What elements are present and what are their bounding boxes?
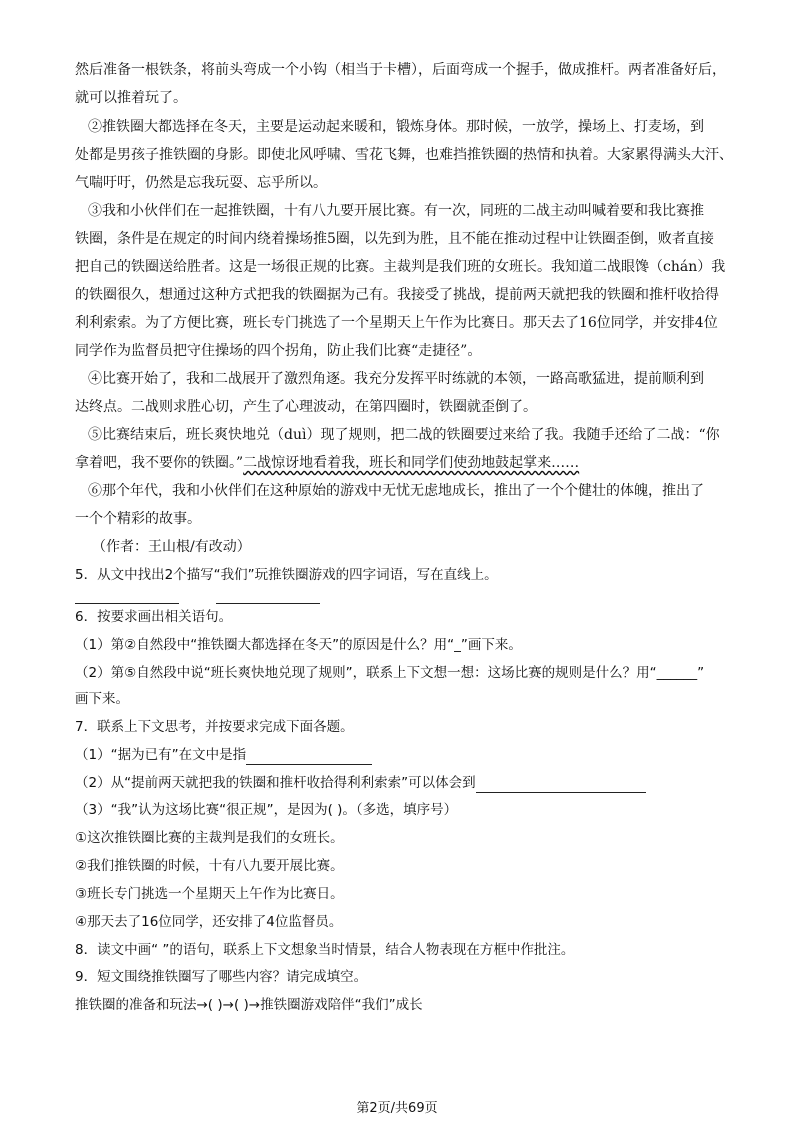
- passage-line: 就可以推着玩了。: [75, 90, 187, 106]
- author-note: （作者：王山根/有改动）: [92, 539, 251, 555]
- passage-line: 一个个精彩的故事。: [75, 511, 201, 527]
- answer-lines-q5: [75, 584, 320, 604]
- option-1: ①这次推铁圈比赛的主裁判是我们的女班长。: [75, 830, 344, 846]
- passage-line: 铁圈，条件是在规定的时间内绕着操场推5圈，以先到为胜，且不能在推动过程中让铁圈歪倒，败者直接: [75, 231, 714, 247]
- passage-line: ⑤比赛结束后，班长爽快地兑（duì）现了规则，把二战的铁圈要过来给了我。我随手还给了二战：“你: [88, 427, 720, 443]
- page-number: 第2页/共69页: [356, 1101, 438, 1116]
- passage-line: 然后准备一根铁条，将前头弯成一个小钩（相当于卡槽），后面弯成一个握手，做成推杆。两者准备好后，: [75, 62, 726, 78]
- passage-line: 达终点。二战则求胜心切，产生了心理波动，在第四圈时，铁圈就歪倒了。: [75, 399, 537, 415]
- option-2: ②我们推铁圈的时候，十有八九要开展比赛。: [75, 858, 344, 874]
- passage-text: 拿着吧，我不要你的铁圈。”: [75, 455, 244, 471]
- question-6-1: （1）第②自然段中“推铁圈大都选择在冬天”的原因是什么？用“_”画下来。: [75, 637, 522, 653]
- option-3: ③班长专门挑选一个星期天上午作为比赛日。: [75, 886, 344, 902]
- answer-line[interactable]: [216, 589, 320, 604]
- passage-line: ②推铁圈大都选择在冬天，主要是运动起来暖和，锻炼身体。那时候，一放学，操场上、打麦场，到: [88, 119, 704, 135]
- passage-line: 把自己的铁圈送给胜者。这是一场很正规的比赛。主裁判是我们班的女班长。我知道二战眼馋（chán）我: [75, 259, 726, 275]
- passage-line: 的铁圈很久，想通过这种方式把我的铁圈据为己有。我接受了挑战，提前两天就把我的铁圈和推杆收拾得: [75, 287, 719, 303]
- passage-line: ⑥那个年代，我和小伙伴们在这种原始的游戏中无忧无虑地成长，推出了一个个健壮的体魄，推出了: [88, 483, 704, 499]
- passage-line: 同学作为监督员把守住操场的四个拐角，防止我们比赛“走捷径”。: [75, 343, 482, 359]
- question-text: （2）从“提前两天就把我的铁圈和推杆收拾得利利索索”可以体会到: [75, 775, 476, 791]
- question-6-2: （2）第⑤自然段中说“班长爽快地兑现了规则”，联系上下文想一想：这场比赛的规则是什么？用“______”: [75, 665, 705, 681]
- answer-line[interactable]: [75, 589, 179, 604]
- passage-line: 处都是男孩子推铁圈的身影。即使北风呼啸、雪花飞舞，也难挡推铁圈的热情和执着。大家累得满头大汗、: [75, 147, 733, 163]
- passage-line: ④比赛开始了，我和二战展开了激烈角逐。我充分发挥平时练就的本领，一路高歌猛进，提前顺利到: [88, 371, 704, 387]
- question-7-1: [75, 745, 372, 765]
- question-9-flow: 推铁圈的准备和玩法→( )→( )→推铁圈游戏陪伴“我们”成长: [75, 997, 423, 1013]
- passage-line: 利利索索。为了方便比赛，班长专门挑选了一个星期天上午作为比赛日。那天去了16位同学，并安排4位: [75, 315, 718, 331]
- answer-line[interactable]: [246, 750, 372, 765]
- wavy-underlined-sentence: 二战惊讶地看着我，班长和同学们使劲地鼓起掌来……: [243, 455, 580, 471]
- question-7-2: [75, 773, 646, 793]
- question-text: （1）“据为已有”在文中是指: [75, 747, 247, 763]
- question-6-2-cont: 画下来。: [75, 691, 129, 707]
- option-4: ④那天去了16位同学，还安排了4位监督员。: [75, 914, 343, 930]
- passage-line: 气喘吁吁，仍然是忘我玩耍、忘乎所以。: [75, 175, 327, 191]
- question-6: 6．按要求画出相关语句。: [75, 609, 233, 625]
- question-7: 7．联系上下文思考，并按要求完成下面各题。: [75, 719, 354, 735]
- passage-line: ③我和小伙伴们在一起推铁圈，十有八九要开展比赛。有一次，同班的二战主动叫喊着要和我比赛推: [88, 203, 704, 219]
- question-9: 9．短文围绕推铁圈写了哪些内容？请完成填空。: [75, 969, 368, 985]
- question-7-3: （3）“我”认为这场比赛“很正规”，是因为( )。（多选，填序号）: [75, 802, 458, 818]
- question-5: 5．从文中找出2个描写“我们”玩推铁圈游戏的四字词语，写在直线上。: [75, 567, 498, 583]
- answer-line[interactable]: [476, 778, 646, 793]
- passage-line: [75, 453, 579, 473]
- question-8: 8．读文中画“ ”的语句，联系上下文想象当时情景，结合人物表现在方框中作批注。: [75, 942, 575, 958]
